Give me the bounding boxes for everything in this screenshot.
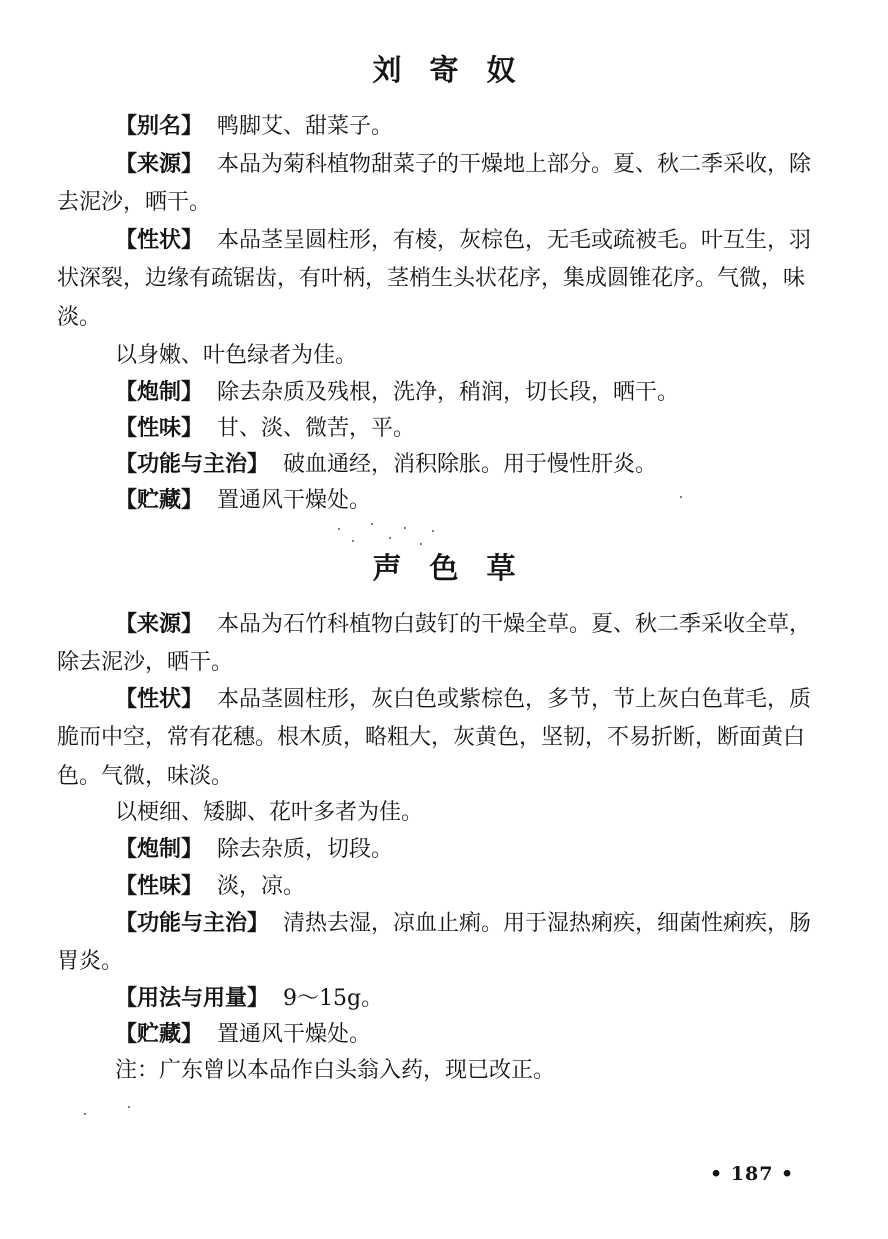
field-text: 清热去湿，凉血止痢。用于湿热痢疾，细菌性痢疾，肠胃炎。	[57, 911, 812, 975]
scan-speck	[420, 543, 422, 545]
field-text: 9～15g。	[283, 986, 384, 1011]
field-text: 淡，凉。	[217, 874, 306, 899]
field-label: 【炮制】	[115, 837, 204, 862]
field-label: 【来源】	[115, 152, 204, 177]
field-text: 以梗细、矮脚、花叶多者为佳。	[115, 800, 424, 825]
paragraph-functions	[57, 446, 833, 484]
paragraph-characteristics	[57, 681, 833, 796]
field-text: 本品茎呈圆柱形，有棱，灰棕色，无毛或疏被毛。叶互生，羽状深裂，边缘有疏锯齿，有叶柄，茎梢生头状花序，集成圆锥花序。气微，味淡。	[57, 228, 812, 330]
paragraph-functions	[57, 905, 833, 982]
paragraph-processing	[57, 831, 833, 869]
field-text: 甘、淡、微苦，平。	[217, 416, 416, 441]
field-label: 【用法与用量】	[115, 986, 270, 1011]
paragraph-source	[57, 606, 833, 683]
entry-title: 声色草	[372, 551, 544, 585]
field-text: 注：广东曾以本品作白头翁入药，现已改正。	[115, 1058, 556, 1083]
field-label: 【别名】	[115, 114, 204, 139]
field-label: 【性状】	[115, 228, 204, 253]
field-label: 【贮藏】	[115, 488, 204, 513]
field-label: 【功能与主治】	[115, 452, 270, 477]
entry-title: 刘寄奴	[372, 53, 544, 87]
field-text: 置通风干燥处。	[217, 488, 372, 513]
paragraph-dosage	[57, 980, 833, 1018]
paragraph-properties	[57, 410, 833, 448]
paragraph-characteristics	[57, 222, 833, 337]
scan-speck	[128, 1106, 130, 1108]
paragraph-properties	[57, 868, 833, 906]
scan-speck	[432, 530, 434, 532]
field-label: 【来源】	[115, 612, 204, 637]
paragraph-source	[57, 146, 833, 223]
scan-speck	[371, 523, 373, 525]
field-label: 【性味】	[115, 874, 204, 899]
paragraph-storage	[57, 1016, 833, 1054]
paragraph-processing	[57, 374, 833, 412]
scan-speck	[404, 527, 406, 529]
paragraph-quality-note	[57, 794, 833, 832]
field-label: 【炮制】	[115, 380, 204, 405]
field-text: 除去杂质及残根，洗净，稍润，切长段，晒干。	[217, 380, 680, 405]
scan-speck	[352, 540, 354, 542]
scan-speck	[84, 1113, 86, 1115]
field-label: 【性状】	[115, 687, 204, 712]
field-label: 【性味】	[115, 416, 204, 441]
field-text: 置通风干燥处。	[217, 1022, 372, 1047]
paragraph-quality-note	[57, 337, 833, 375]
field-text: 本品为菊科植物甜菜子的干燥地上部分。夏、秋二季采收，除去泥沙，晒干。	[57, 152, 812, 216]
scan-speck	[680, 496, 682, 498]
scan-speck	[338, 528, 340, 530]
field-text: 鸭脚艾、甜菜子。	[217, 114, 394, 139]
paragraph-alias	[57, 108, 833, 146]
field-text: 本品为石竹科植物白鼓钉的干燥全草。夏、秋二季采收全草，除去泥沙，晒干。	[57, 612, 812, 676]
field-label: 【功能与主治】	[115, 911, 270, 936]
field-text: 本品茎圆柱形，灰白色或紫棕色，多节，节上灰白色茸毛，质脆而中空，常有花穗。根木质，略粗大，灰黄色，坚韧，不易折断，断面黄白色。气微，味淡。	[57, 687, 812, 789]
field-text: 以身嫩、叶色绿者为佳。	[115, 343, 358, 368]
field-text: 除去杂质，切段。	[217, 837, 394, 862]
paragraph-note	[57, 1052, 833, 1090]
scan-speck	[389, 537, 391, 539]
field-label: 【贮藏】	[115, 1022, 204, 1047]
page-number: • 187 •	[710, 1163, 795, 1185]
paragraph-storage	[57, 482, 833, 520]
field-text: 破血通经，消积除胀。用于慢性肝炎。	[283, 452, 658, 477]
